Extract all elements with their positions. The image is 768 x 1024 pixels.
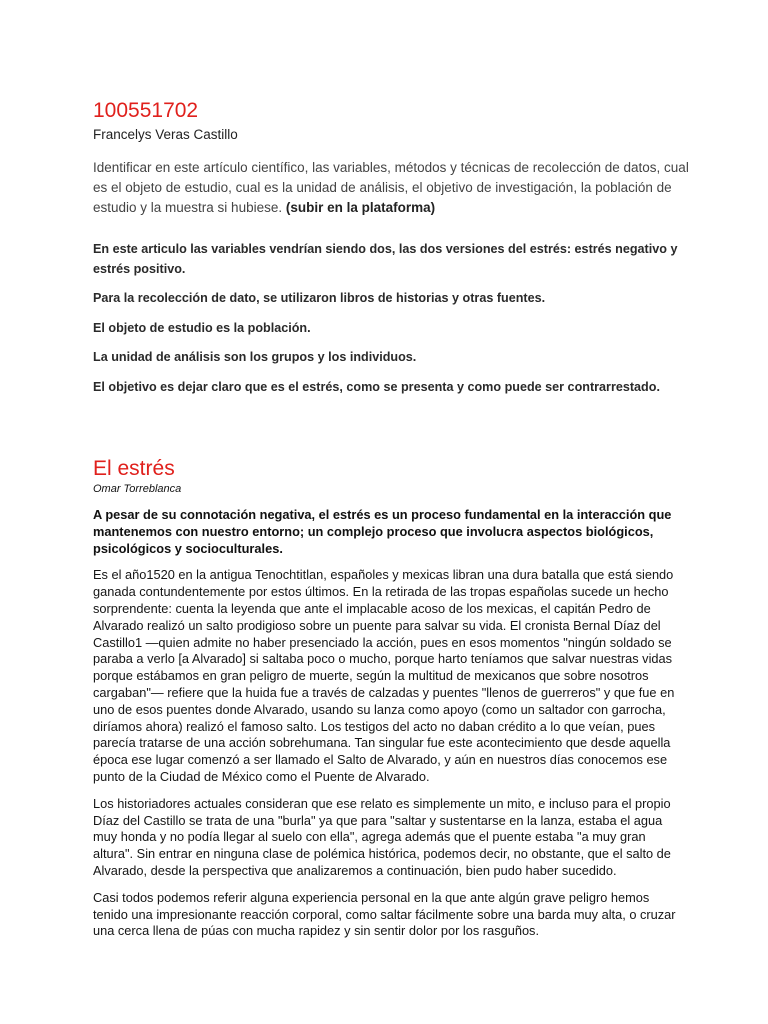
article-paragraph: Los historiadores actuales consideran que ese relato es simplemente un mito, e incluso para el propio Díaz del Castillo se trata de una "burla" ya que para "saltar y sustentarse en la lanza, estaba el agua muy honda y no podía llegar al suelo con ella", agrega además que el puente estaba "a muy gran altura". Sin entrar en ninguna clase de polémica histórica, podemos decir, no obstante, que el salto de Alvarado, desde la perspectiva que analizaremos a continuación, bien pudo haber sucedido. [93,795,671,878]
answer-data-collection: Para la recolección de dato, se utilizaron libros de historias y otras fuentes. [93,291,546,305]
document-id: 100551702 [93,99,199,122]
article-paragraph: Casi todos podemos referir alguna experiencia personal en la que ante algún grave peligro hemos tenido una impresionante reacción corporal, como saltar fácilmente sobre una barda muy alta, o cruzar una cerca llena de púas con mucha rapidez y sin sentir dolor por los rasguños. [93,889,676,939]
student-name: Francelys Veras Castillo [93,127,238,142]
article-section [93,456,683,940]
assignment-instructions [93,158,693,218]
article-lead: A pesar de su connotación negativa, el estrés es un proceso fundamental en la interacción que mantenemos con nuestro entorno; un complejo proceso que involucra aspectos biológicos, psicológicos y socioculturales. [93,507,672,556]
assignment-section [93,98,693,407]
answers-list [93,240,693,397]
instructions-note: (subir en la plataforma) [285,200,436,215]
article-paragraph: Es el año1520 en la antigua Tenochtitlan, españoles y mexicas libran una dura batalla que está siendo ganada contundentemente por estos últimos. En la retirada de las tropas españolas sucede un hecho sorprendente: cuenta la leyenda que ante el implacable acoso de los mexicas, el capitán Pedro de Alvarado realizó un salto prodigioso sobre un puente para salvar su vida. El cronista Bernal Díaz del Castillo1 —quien admite no haber presenciado la acción, pues en esos momentos "ningún soldado se paraba a verlo [a Alvarado] si saltaba poco o mucho, porque harto teníamos que salvar nuestras vidas porque estábamos en gran peligro de muerte, según la multitud de mexicanos que sobre nosotros cargaban"— refiere que la huida fue a través de calzadas y puentes "llenos de guerreros" y que fue en uno de esos puentes donde Alvarado, usando su lanza como apoyo (como un saltador con garrocha, diríamos ahora) realizó el famoso salto. Los testigos del acto no daban crédito a lo que veían, pues parecía tratarse de una acción sobrehumana. Tan singular fue este acontecimiento que desde aquella época ese lugar comenzó a ser llamado el Salto de Alvarado, y aún en nuestros días conocemos ese punto de la Ciudad de México como el Puente de Alvarado. [93,567,675,784]
answer-study-object: El objeto de estudio es la población. [93,320,311,335]
article-author: Omar Torreblanca [93,483,182,495]
instructions-text: Identificar en este artículo científico, las variables, métodos y técnicas de recolección de datos, cual es el objeto de estudio, cual es la unidad de análisis, el objetivo de investigación, la población de estudio y la muestra si hubiese. [93,160,689,215]
answer-analysis-unit: La unidad de análisis son los grupos y los individuos. [93,350,417,364]
answer-objective: El objetivo es dejar claro que es el estrés, como se presenta y como puede ser contrarrestado. [93,379,660,394]
article-title: El estrés [93,457,175,480]
answer-variables: En este articulo las variables vendrían siendo dos, las dos versiones del estrés: estrés negativo y estrés positivo. [93,242,678,276]
article-body [93,567,683,940]
